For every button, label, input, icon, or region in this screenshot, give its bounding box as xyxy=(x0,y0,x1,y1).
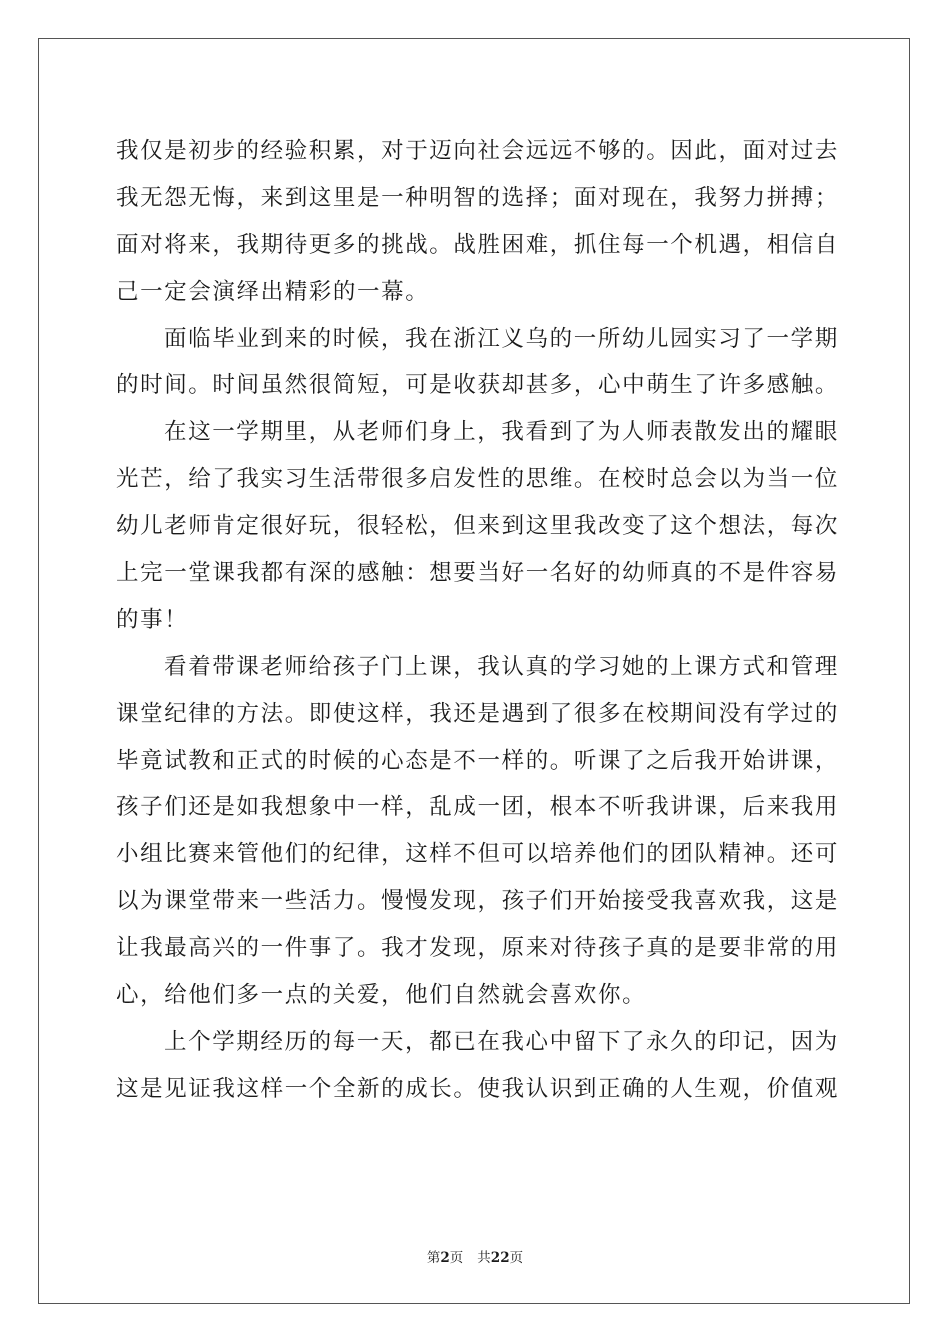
paragraph-line: 以为课堂带来一些活力。慢慢发现，孩子们开始接受我喜欢我，这是 xyxy=(116,888,840,915)
paragraph-line: 的时间。时间虽然很简短，可是收获却甚多，心中萌生了许多感触。 xyxy=(116,372,840,399)
footer-total-pages: 22 xyxy=(490,1250,510,1266)
footer-total-suffix: 页 xyxy=(509,1250,524,1266)
paragraph xyxy=(116,316,840,410)
footer-page-suffix: 页 xyxy=(449,1250,464,1266)
page-footer xyxy=(0,1246,950,1266)
paragraph-line: 毕竟试教和正式的时候的心态是不一样的。听课了之后我开始讲课， xyxy=(116,747,840,774)
paragraph-line: 心，给他们多一点的关爱，他们自然就会喜欢你。 xyxy=(116,982,647,1009)
paragraph xyxy=(116,409,840,643)
paragraph-line: 小组比赛来管他们的纪律，这样不但可以培养他们的团队精神。还可 xyxy=(116,841,840,868)
paragraph-line: 课堂纪律的方法。即使这样，我还是遇到了很多在校期间没有学过的 xyxy=(116,700,840,727)
footer-total-prefix: 共 xyxy=(477,1250,491,1266)
footer-page-prefix: 第 xyxy=(426,1250,441,1266)
paragraph-line: 面临毕业到来的时候，我在浙江义乌的一所幼儿园实习了一学期 xyxy=(164,325,839,352)
paragraph-line: 光芒，给了我实习生活带很多启发性的思维。在校时总会以为当一位 xyxy=(116,466,840,493)
paragraph-line: 让我最高兴的一件事了。我才发现，原来对待孩子真的是要非常的用 xyxy=(116,935,840,962)
paragraph xyxy=(116,644,840,1019)
paragraph-line: 上完一堂课我都有深的感触：想要当好一名好的幼师真的不是件容易 xyxy=(116,560,840,587)
paragraph-line: 面对将来，我期待更多的挑战。战胜困难，抓住每一个机遇，相信自 xyxy=(116,231,840,258)
paragraph-line: 的事！ xyxy=(116,606,189,633)
paragraph-line: 己一定会演绎出精彩的一幕。 xyxy=(116,278,430,305)
paragraph-line: 我无怨无悔，来到这里是一种明智的选择；面对现在，我努力拼搏； xyxy=(116,184,840,211)
paragraph-line: 在这一学期里，从老师们身上，我看到了为人师表散发出的耀眼 xyxy=(164,419,839,446)
paragraph-line: 幼儿老师肯定很好玩，很轻松，但来到这里我改变了这个想法，每次 xyxy=(116,513,840,540)
paragraph xyxy=(116,128,840,316)
paragraph xyxy=(116,1019,840,1113)
paragraph-line: 孩子们还是如我想象中一样，乱成一团，根本不听我讲课，后来我用 xyxy=(116,794,840,821)
document-body xyxy=(116,128,840,1113)
paragraph-line: 我仅是初步的经验积累，对于迈向社会远远不够的。因此，面对过去 xyxy=(116,138,840,164)
paragraph-line: 这是见证我这样一个全新的成长。使我认识到正确的人生观，价值观 xyxy=(116,1075,840,1102)
paragraph-line: 看着带课老师给孩子门上课，我认真的学习她的上课方式和管理 xyxy=(164,653,839,680)
paragraph-line: 上个学期经历的每一天，都已在我心中留下了永久的印记，因为 xyxy=(164,1028,839,1055)
footer-page-number: 2 xyxy=(440,1250,450,1266)
